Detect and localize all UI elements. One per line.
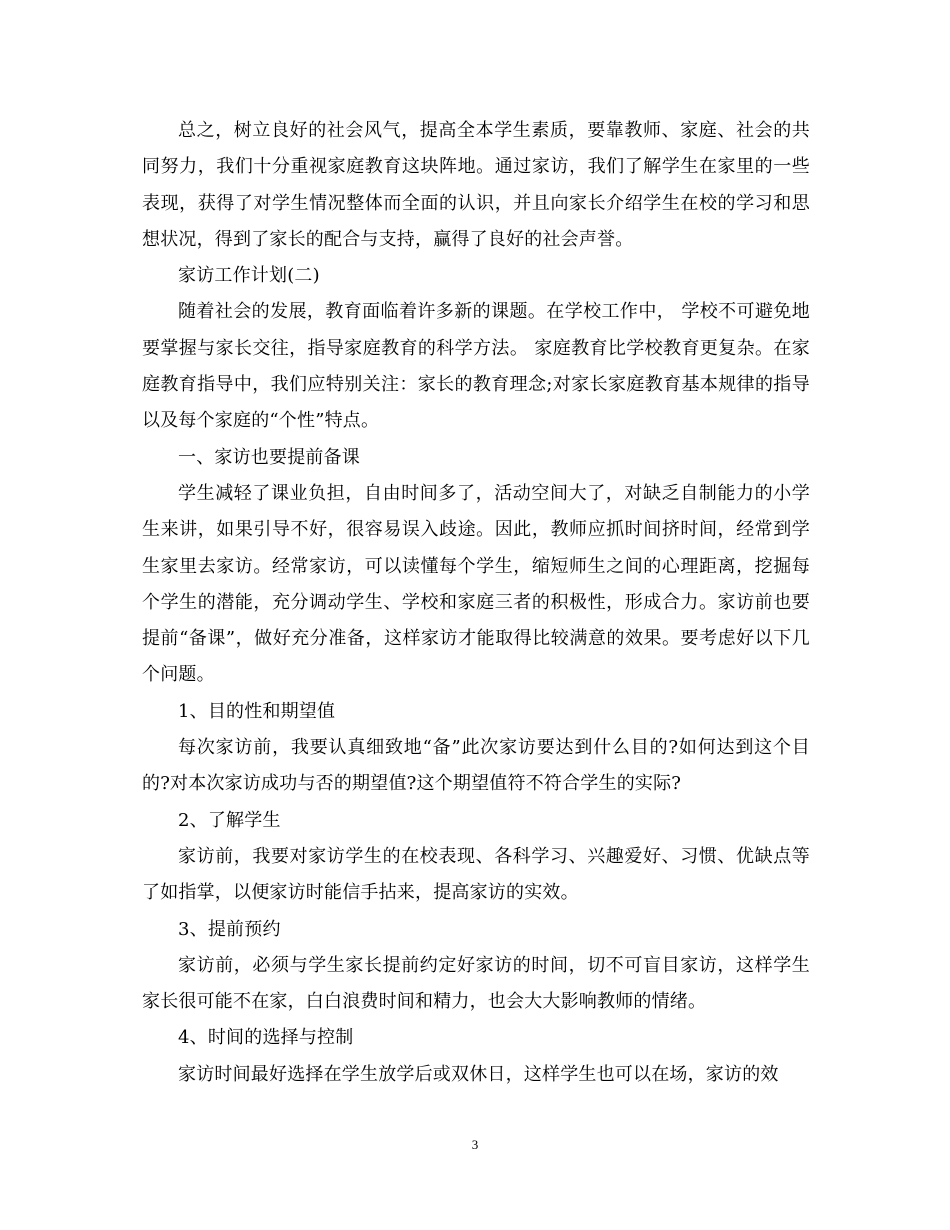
paragraph-understand-students: 家访前，我要对家访学生的在校表现、各科学习、兴趣爱好、习惯、优缺点等了如指掌，以便家访时能信手拈来，提高家访的实效。 xyxy=(142,845,810,904)
heading-purpose-expectation: 1、目的性和期望值 xyxy=(178,700,336,722)
paragraph-introduction: 随着社会的发展，教育面临着许多新的课题。在学校工作中， 学校不可避免地要掌握与家长交往，指导家庭教育的科学方法。 家庭教育比学校教育更复杂。在家庭教育指导中，我们应特别关注：家长的教育理念;对家长家庭教育基本规律的指导以及每个家庭的“个性”特点。 xyxy=(142,301,810,432)
page-number: 3 xyxy=(471,1137,479,1152)
paragraph-purpose-expectation: 每次家访前，我要认真细致地“备”此次家访要达到什么目的?如何达到这个目的?对本次家访成功与否的期望值?这个期望值符不符合学生的实际? xyxy=(142,737,810,795)
heading-time-selection: 4、时间的选择与控制 xyxy=(178,1027,354,1049)
section-title-home-visit-plan-2: 家访工作计划(二) xyxy=(178,265,320,287)
heading-advance-appointment: 3、提前预约 xyxy=(178,918,281,940)
paragraph-advance-appointment: 家访前，必须与学生家长提前约定好家访的时间，切不可盲目家访，这样学生家长很可能不在家，白白浪费时间和精力，也会大大影响教师的情绪。 xyxy=(142,954,810,1013)
paragraph-time-selection: 家访时间最好选择在学生放学后或双休日，这样学生也可以在场，家访的效 xyxy=(178,1063,779,1085)
paragraph-prepare-lessons: 学生减轻了课业负担，自由时间多了，活动空间大了，对缺乏自制能力的小学生来讲，如果引导不好，很容易误入歧途。因此，教师应抓时间挤时间，经常到学生家里去家访。经常家访，可以读懂每个学生，缩短师生之间的心理距离，挖掘每个学生的潜能，充分调动学生、学校和家庭三者的积极性，形成合力。家访前也要提前“备课”，做好充分准备，这样家访才能取得比较满意的效果。要考虑好以下几个问题。 xyxy=(142,482,810,686)
heading-understand-students: 2、了解学生 xyxy=(178,809,281,831)
heading-prepare-lessons: 一、家访也要提前备课 xyxy=(178,446,360,468)
page-body xyxy=(142,113,810,1093)
paragraph-conclusion: 总之，树立良好的社会风气，提高全本学生素质，要靠教师、家庭、社会的共同努力，我们十分重视家庭教育这块阵地。通过家访，我们了解学生在家里的一些表现，获得了对学生情况整体而全面的认识，并且向家长介绍学生在校的学习和思想状况，得到了家长的配合与支持，赢得了良好的社会声誉。 xyxy=(142,120,810,250)
